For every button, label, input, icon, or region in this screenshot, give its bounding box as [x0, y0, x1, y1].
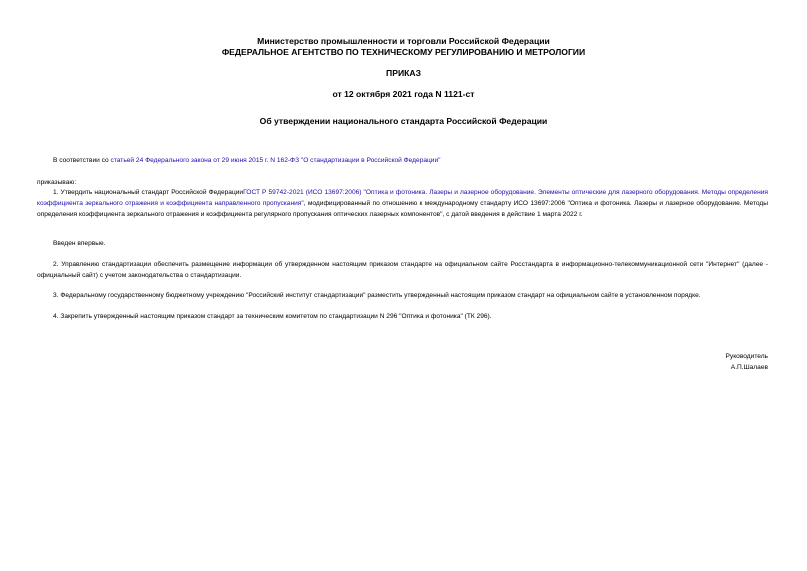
paragraph-first-introduced: Введен впервые. [53, 240, 106, 247]
paragraph-item-3: 3. Федеральному государственному бюджетному учреждению "Российский институт стандартизации" разместить утвержденный настоящим приказом стандарт на официальном сайте в установленном порядке. [53, 292, 701, 299]
paragraph-basis-prefix: В соответствии со [53, 157, 111, 164]
signature-name: А.П.Шалаев [730, 364, 768, 371]
document-subject: Об утверждении национального стандарта Российской Федерации [259, 116, 548, 126]
document-date-number: от 12 октября 2021 года N 1121-ст [332, 89, 475, 99]
agency-name: ФЕДЕРАЛЬНОЕ АГЕНТСТВО ПО ТЕХНИЧЕСКОМУ РЕГУЛИРОВАНИЮ И МЕТРОЛОГИИ [221, 47, 586, 57]
paragraph-item-4: 4. Закрепить утвержденный настоящим приказом стандарт за техническим комитетом по стандартизации N 296 "Оптика и фотоника" (ТК 296). [53, 313, 492, 320]
paragraph-item-2: 2. Управлению стандартизации обеспечить размещение информации об утвержденном настоящим приказом стандарте на официальном сайте Росстандарта в информационно-телекоммуникационной сети "Интернет" (далее - официальный сайт) с учетом законодательства о стандартизации. [37, 261, 768, 279]
federal-law-link[interactable]: статьей 24 Федерального закона от 29 июня 2015 г. N 162-ФЗ "О стандартизации в Российской Федерации" [110, 157, 441, 164]
ministry-name: Министерство промышленности и торговли Российской Федерации [257, 36, 550, 46]
paragraph-item-1 [37, 187, 768, 220]
item-1-suffix: , модифицированный по отношению к международному стандарту ИСО 13697:2006 "Оптика и фотоника. Лазеры и лазерное оборудование. Методы определения коэффициента зеркального отражения и коэффициента регулярного пропускания оптических лазерных компонентов", с датой введения в действие 1 марта 2022 г. [37, 200, 769, 218]
paragraph-basis [37, 155, 768, 166]
order-verb: приказываю: [37, 179, 77, 186]
signature-title: Руководитель [725, 353, 768, 360]
gost-standard-link[interactable]: ГОСТ Р 59742-2021 (ИСО 13697:2006) "Оптика и фотоника. Лазеры и лазерное оборудование. Элементы оптические для лазерного оборудования. Методы определения коэффициента зеркального отражения и коэффициента направленного пропускания" [37, 189, 768, 207]
item-1-prefix: 1. Утвердить национальный стандарт Российской Федерации [53, 189, 244, 196]
document-type: ПРИКАЗ [386, 68, 421, 78]
